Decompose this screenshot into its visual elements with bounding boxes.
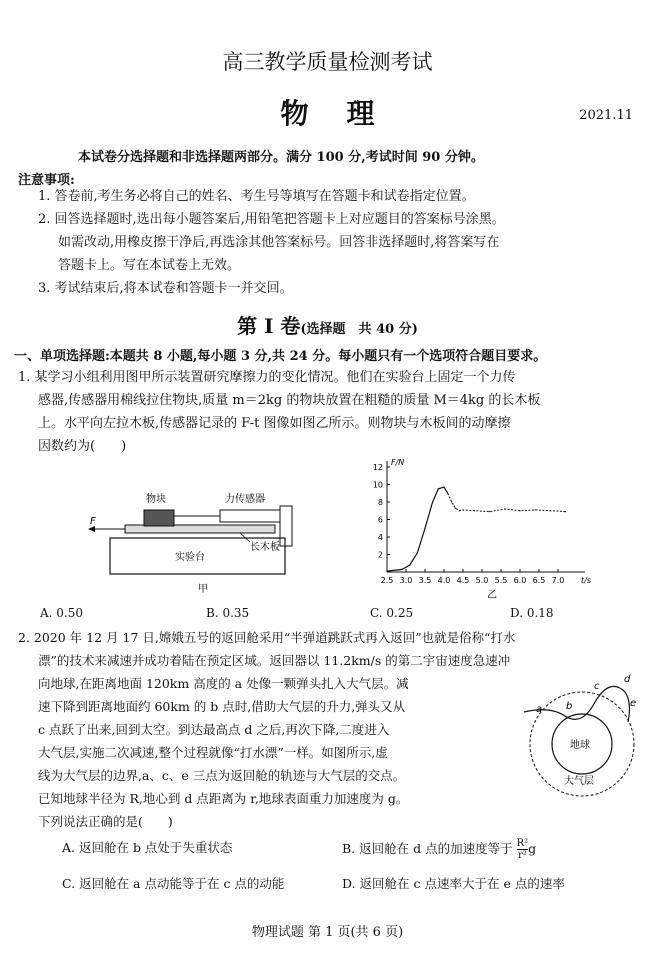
section-title-main: 第 Ⅰ 卷 (237, 314, 301, 338)
y-tick-label: 6 (377, 515, 383, 525)
data-point (455, 508, 456, 509)
y-tick-label: 10 (372, 480, 383, 490)
force-label: F (90, 516, 96, 527)
q2-option-d: D. 返回舱在 c 点速率大于在 e 点的速率 (342, 876, 565, 891)
data-point (504, 508, 505, 509)
y-tick-label: 2 (377, 550, 383, 560)
series-line-rise (387, 487, 448, 571)
x-tick-label: 2.5 (380, 576, 394, 585)
q1-line-4: 因数约为( ) (38, 439, 127, 454)
point-a: a (536, 704, 543, 715)
x-tick-label: 7.0 (551, 576, 565, 585)
data-point (565, 511, 566, 512)
q1-option-b: B. 0.35 (206, 606, 250, 620)
y-tick-label: 12 (372, 463, 383, 472)
data-point (459, 510, 460, 511)
notice-heading: 注意事项: (18, 173, 75, 188)
point-e: e (630, 698, 637, 709)
board-label: 长木板 (250, 542, 280, 553)
data-point (443, 487, 444, 488)
block-label: 物块 (146, 494, 166, 505)
q2-line-8: 已知地球半径为 R,地心到 d 点距离为 r,地球表面重力加速度为 g。 (38, 791, 409, 806)
q2-line-5: c 点跃了出来,回到太空。到达最高点 d 之后,再次下降,二度进入 (38, 722, 390, 737)
notice-item-2-cont: 如需改动,用橡皮擦干净后,再选涂其他答案标号。回答非选择题时,将答案写在 (58, 235, 500, 250)
notice-item-2-cont2: 答题卡上。写在本试卷上无效。 (58, 258, 241, 273)
q2-option-c: C. 返回舱在 a 点动能等于在 c 点的动能 (62, 876, 285, 891)
q2-line-7: 线为大气层的边界,a、c、e 三点为返回舱的轨迹与大气层的交点。 (38, 768, 406, 783)
y-tick-label: 8 (377, 498, 383, 507)
data-point (386, 571, 387, 572)
q2-line-9: 下列说法正确的是( ) (38, 814, 173, 829)
data-point (550, 510, 551, 511)
x-tick-label: 3.0 (399, 576, 413, 585)
section-title (0, 310, 655, 339)
exam-intro: 本试卷分选择题和非选择题两部分。满分 100 分,考试时间 90 分钟。 (78, 150, 484, 165)
x-tick-label: 6.5 (532, 576, 546, 585)
notice-item-1: 1. 答卷前,考生务必将自己的姓名、考生号等填写在答题卡和试卷指定位置。 (38, 189, 475, 204)
force-sensor (220, 510, 280, 522)
figure-caption-jia: 甲 (198, 584, 208, 595)
q2-line-3: 向地球,在距离地面 120km 高度的 a 处像一颗弹头扎入大气层。减 (38, 676, 409, 691)
atmosphere-label: 大气层 (564, 776, 594, 787)
q2-option-b (342, 838, 536, 861)
data-point (519, 510, 520, 511)
series-line-steady (448, 493, 566, 511)
point-d: d (624, 674, 631, 685)
y-tick-label: 4 (377, 533, 383, 542)
q1-option-c: C. 0.25 (370, 606, 414, 620)
x-tick-label: 5.5 (494, 576, 508, 585)
data-point (424, 528, 425, 529)
exam-title: 高三教学质量检测考试 (222, 50, 433, 74)
fraction-denominator: r² (517, 850, 527, 861)
fraction-numerator: R² (516, 838, 529, 849)
data-point (417, 552, 418, 553)
data-point (474, 510, 475, 511)
q1-option-a: A. 0.50 (40, 606, 84, 620)
q1-line-2: 感器,传感器用棉线拉住物块,质量 m＝2kg 的物块放置在粗糙的质量 M＝4kg 的长木板 (38, 393, 541, 408)
q2-option-b-text: B. 返回舱在 d 点的加速度等于 (342, 841, 513, 856)
q2-line-4: 速下降到距离地面约 60km 的 b 点时,借助大气层的升力,弹头又从 (38, 699, 406, 714)
subject-title: 物理 (280, 97, 413, 130)
fraction (517, 838, 529, 861)
q2-line-1: 2. 2020 年 12 月 17 日,嫦娥五号的返回舱采用“半弹道跳跃式再入返回”也就是俗称“打水 (18, 630, 516, 645)
q2-option-a: A. 返回舱在 b 点处于失重状态 (62, 840, 233, 855)
x-tick-label: 5.0 (475, 576, 489, 585)
point-b: b (566, 701, 573, 712)
data-point (438, 488, 439, 489)
x-tick-label: 4.5 (456, 576, 470, 585)
notice-item-3: 3. 考试结束后,将本试卷和答题卡一并交回。 (38, 281, 293, 296)
part-heading: 一、单项选择题:本题共 8 小题,每小题 3 分,共 24 分。每小题只有一个选项符合题目要求。 (14, 349, 547, 364)
ft-chart (355, 455, 605, 600)
x-tick-label: 6.0 (513, 576, 527, 585)
y-axis-label: F/N (391, 458, 405, 467)
exam-date: 2021.11 (579, 108, 633, 123)
q2-option-b-g: g (528, 841, 537, 856)
sensor-label: 力传感器 (225, 494, 265, 505)
q1-option-d: D. 0.18 (510, 606, 554, 620)
data-point (535, 509, 536, 510)
earth-label: 地球 (570, 740, 590, 751)
x-axis-label: t/s (581, 576, 591, 585)
figure-caption-yi: 乙 (487, 590, 497, 600)
data-point (451, 501, 452, 502)
data-point (447, 493, 448, 494)
x-tick-label: 3.5 (418, 576, 432, 585)
q1-line-1: 1. 某学习小组利用图甲所示装置研究摩擦力的变化情况。他们在实验台上固定一个力传 (18, 370, 516, 385)
section-subtitle: (选择题 共 40 分) (300, 322, 418, 337)
apparatus-figure (80, 480, 310, 600)
q1-line-3: 上。水平向左拉木板,传感器记录的 F-t 图像如图乙所示。则物块与木板间的动摩擦 (38, 416, 511, 431)
x-tick-label: 4.0 (437, 576, 451, 585)
data-point (402, 569, 403, 570)
table-label: 实验台 (175, 552, 205, 563)
q2-line-2: 漂”的技术来减速并成功着陆在预定区域。返回器以 11.2km/s 的第二宇宙速度急速冲 (38, 653, 511, 668)
earth-figure (520, 672, 645, 797)
page-footer: 物理试题 第 1 页(共 6 页) (251, 925, 404, 940)
data-point (489, 511, 490, 512)
sensor-mount (280, 506, 292, 546)
data-point (462, 509, 463, 510)
notice-item-2: 2. 回答选择题时,选出每小题答案后,用铅笔把答题卡上对应题目的答案标号涂黑。 (38, 212, 505, 227)
q2-line-6: 大气层,实施二次减速,整个过程就像“打水漂”一样。如图所示,虚 (38, 745, 388, 760)
point-c: c (594, 681, 600, 692)
data-point (432, 501, 433, 502)
block (144, 510, 174, 526)
data-point (409, 564, 410, 565)
